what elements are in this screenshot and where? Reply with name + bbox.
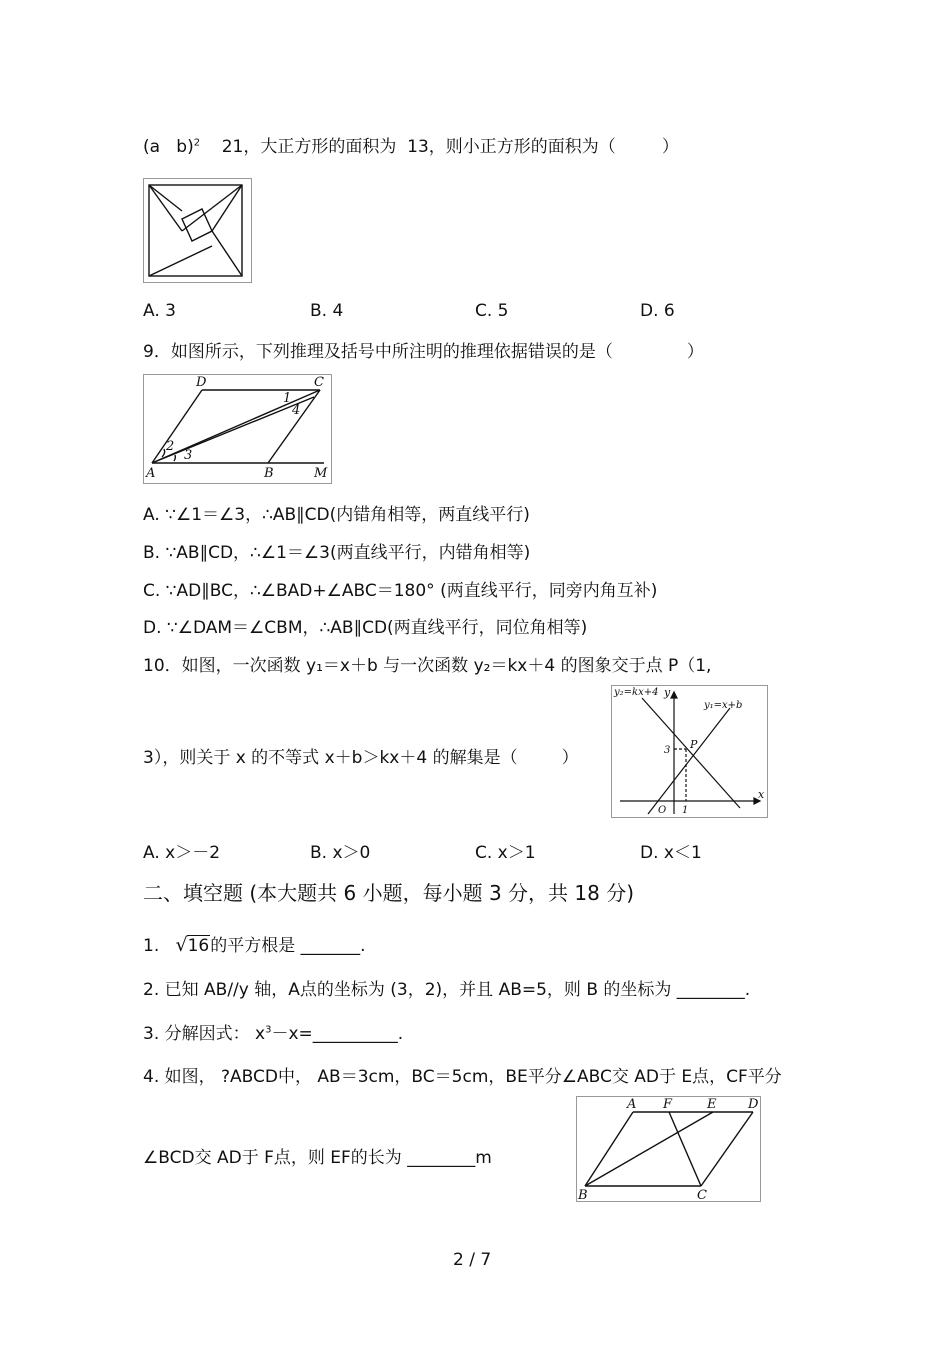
page-number: 2 / 7 xyxy=(453,1250,492,1270)
q10-label-p: P xyxy=(690,738,698,751)
q9-label-b: B xyxy=(264,466,274,481)
q8-option-d: D. 6 xyxy=(640,301,675,321)
fill-q2: 2. 已知 AB//y 轴，A点的坐标为 (3，2)，并且 AB=5，则 B 的坐标为 ________. xyxy=(143,980,751,1000)
q10-label-y1: y₁=x+b xyxy=(704,700,743,711)
fill-q3: 3. 分解因式： $x^3-x=\_\_\_\_\_\_\_\_\_\_$. xyxy=(143,1024,404,1044)
q10-label-o: O xyxy=(658,805,667,816)
q9-label-c: C xyxy=(314,375,324,390)
q8-stem: (a b)$^2$ 21，大正方形的面积为 13，则小正方形的面积为（ ） xyxy=(143,137,679,157)
q10-option-b: B. x＞0 xyxy=(310,843,371,863)
q4-label-c: C xyxy=(697,1188,707,1201)
q8-pinwheel-figure xyxy=(143,178,252,283)
fill-q4-parallelogram-figure xyxy=(576,1096,761,1202)
q10-stem-line1: 10．如图，一次函数 y₁＝x＋b 与一次函数 y₂＝kx＋4 的图象交于点 P（1, xyxy=(143,656,712,676)
fill-q1: 1. √16的平方根是 _______. xyxy=(143,934,366,956)
q8-option-c: C. 5 xyxy=(475,301,509,321)
q9-label-d: D xyxy=(196,375,207,390)
q4-label-b: B xyxy=(578,1188,588,1201)
q9-option-d: D. ∵∠DAM＝∠CBM，∴AB∥CD(两直线平行，同位角相等) xyxy=(143,618,588,638)
q10-option-d: D. x＜1 xyxy=(640,843,702,863)
q10-label-y: y xyxy=(664,686,671,699)
q9-label-4: 4 xyxy=(292,403,301,418)
q10-stem-line2: 3），则关于 x 的不等式 x＋b＞kx＋4 的解集是（ ） xyxy=(143,748,579,768)
q9-parallelogram-figure xyxy=(143,374,332,484)
q4-label-d: D xyxy=(748,1097,759,1112)
fill-q4-line1: 4. 如图， ?ABCD中， AB＝3cm，BC＝5cm，BE平分∠ABC交 AD于 E点，CF平分 xyxy=(143,1067,782,1087)
q10-label-x: x xyxy=(758,788,765,801)
q9-label-1: 1 xyxy=(283,391,292,406)
q10-label-y2: y₂=kx+4 xyxy=(614,687,659,698)
q10-option-a: A. x＞－2 xyxy=(143,843,221,863)
q8-option-a: A. 3 xyxy=(143,301,176,321)
q9-stem: 9．如图所示，下列推理及括号中所注明的推理依据错误的是（ ） xyxy=(143,342,704,362)
q9-label-3: 3 xyxy=(184,448,193,463)
q4-label-e: E xyxy=(707,1097,717,1112)
q10-graph-figure xyxy=(611,685,768,818)
q9-option-b: B. ∵AB∥CD，∴∠1＝∠3(两直线平行，内错角相等) xyxy=(143,543,531,563)
q9-option-a: A. ∵∠1＝∠3，∴AB∥CD(内错角相等，两直线平行) xyxy=(143,505,530,525)
q9-label-2: 2 xyxy=(166,439,175,454)
q4-label-f: F xyxy=(663,1097,673,1112)
section-2-title: 二、填空题 (本大题共 6 小题，每小题 3 分，共 18 分) xyxy=(143,881,635,905)
q10-label-1: 1 xyxy=(682,805,689,816)
sqrt-sign: √ xyxy=(175,934,188,956)
q10-option-c: C. x＞1 xyxy=(475,843,536,863)
q9-option-c: C. ∵AD∥BC，∴∠BAD+∠ABC＝180° (两直线平行，同旁内角互补) xyxy=(143,581,658,601)
q9-label-m: M xyxy=(314,466,328,481)
q4-label-a: A xyxy=(627,1097,637,1112)
q8-option-b: B. 4 xyxy=(310,301,344,321)
q9-label-a: A xyxy=(146,466,156,481)
fill-q4-line2: ∠BCD交 AD于 F点，则 EF的长为 ________m xyxy=(143,1148,492,1168)
q10-label-3: 3 xyxy=(664,745,671,756)
